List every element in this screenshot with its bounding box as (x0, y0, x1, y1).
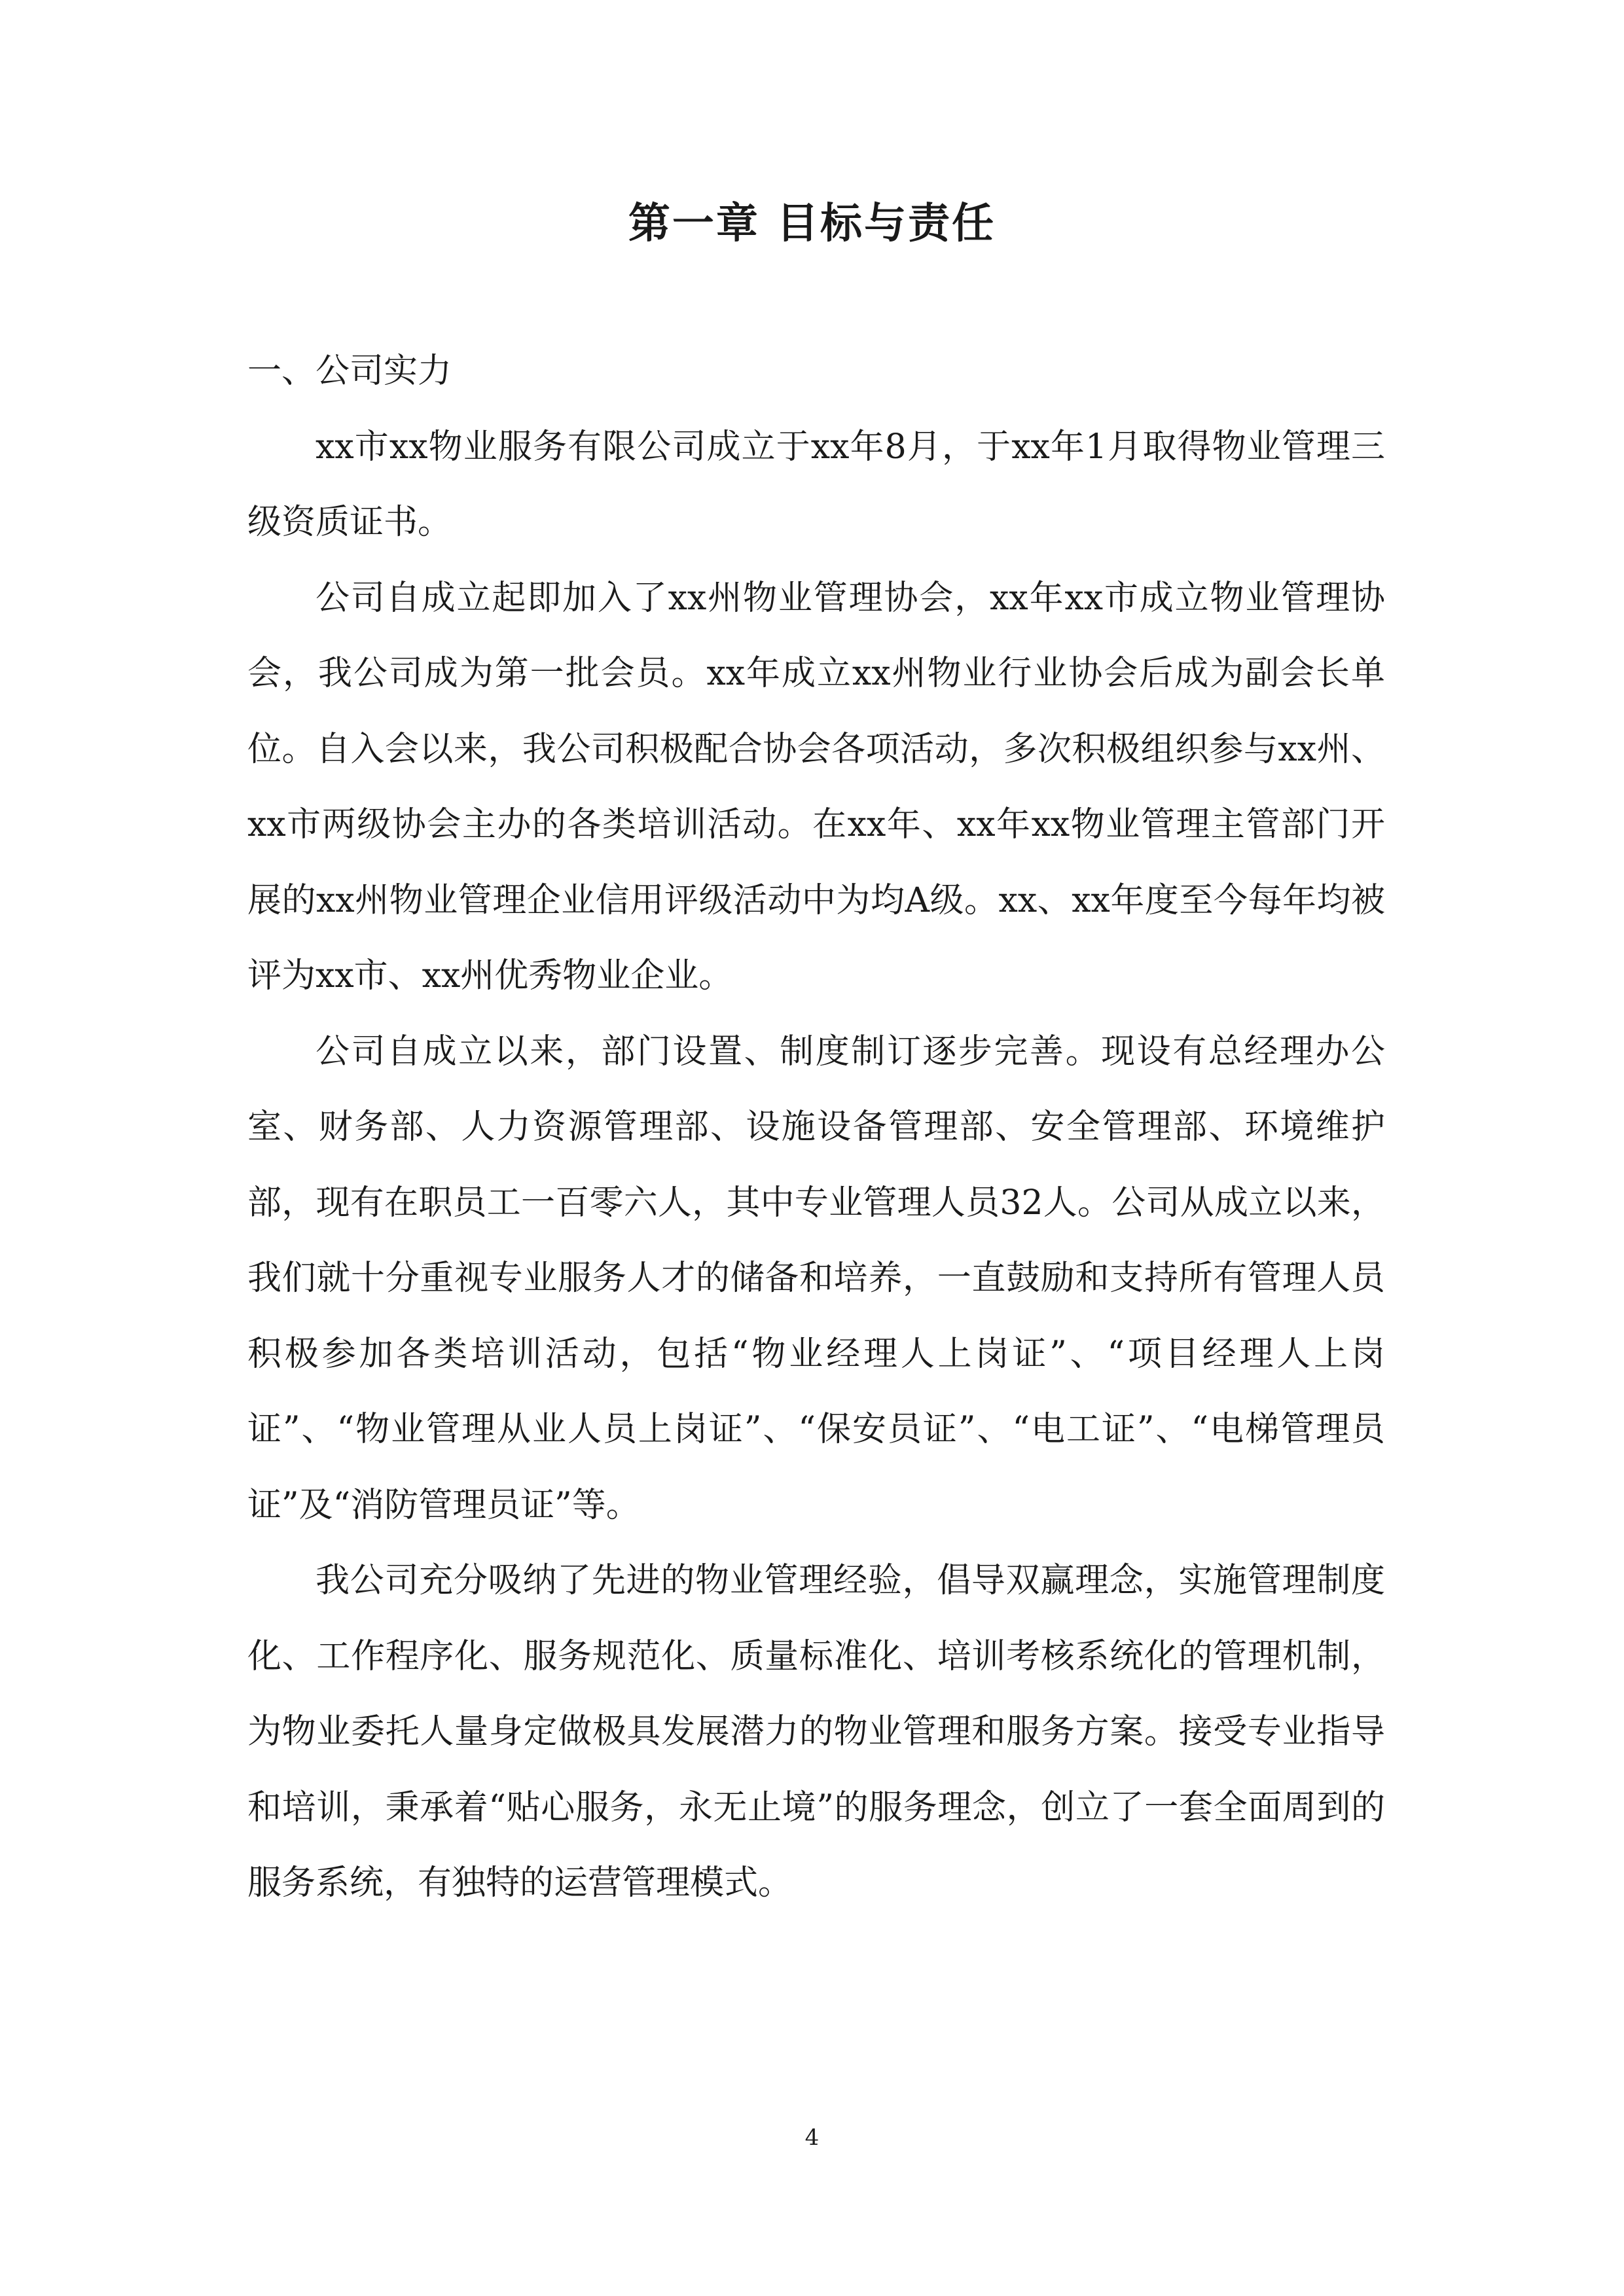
section-heading: 一、公司实力 (247, 351, 452, 391)
paragraph-association-membership: 公司自成立起即加入了xx州物业管理协会，xx年xx市成立物业管理协会，我公司成为第一批会员。xx年成立xx州物业行业协会后成为副会长单位。自入会以来，我公司积极配合协会各项活动，多次积极组织参与xx州、xx市两级协会主办的各类培训活动。在xx年、xx年xx物业管理主管部门开展的xx州物业管理企业信用评级活动中为均A级。xx、xx年度至今每年均被评为xx市、xx州优秀物业企业。 (247, 578, 1385, 996)
paragraph-company-founding: xx市xx物业服务有限公司成立于xx年8月，于xx年1月取得物业管理三级资质证书。 (247, 427, 1385, 542)
page-number: 4 (804, 2125, 820, 2151)
paragraph-departments-staff: 公司自成立以来，部门设置、制度制订逐步完善。现设有总经理办公室、财务部、人力资源管理部、设施设备管理部、安全管理部、环境维护部，现有在职员工一百零六人，其中专业管理人员32人。公司从成立以来，我们就十分重视专业服务人才的储备和培养，一直鼓励和支持所有管理人员积极参加各类培训活动，包括“物业经理人上岗证”、“项目经理人上岗证”、“物业管理从业人员上岗证”、“保安员证”、“电工证”、“电梯管理员证”及“消防管理员证”等。 (247, 1031, 1385, 1525)
paragraph-management-philosophy: 我公司充分吸纳了先进的物业管理经验，倡导双赢理念，实施管理制度化、工作程序化、服务规范化、质量标准化、培训考核系统化的管理机制，为物业委托人量身定做极具发展潜力的物业管理和服务方案。接受专业指导和培训，秉承着“贴心服务，永无止境”的服务理念，创立了一套全面周到的服务系统，有独特的运营管理模式。 (247, 1561, 1385, 1903)
document-body (247, 334, 1385, 1922)
chapter-title: 第一章 目标与责任 (628, 200, 996, 248)
